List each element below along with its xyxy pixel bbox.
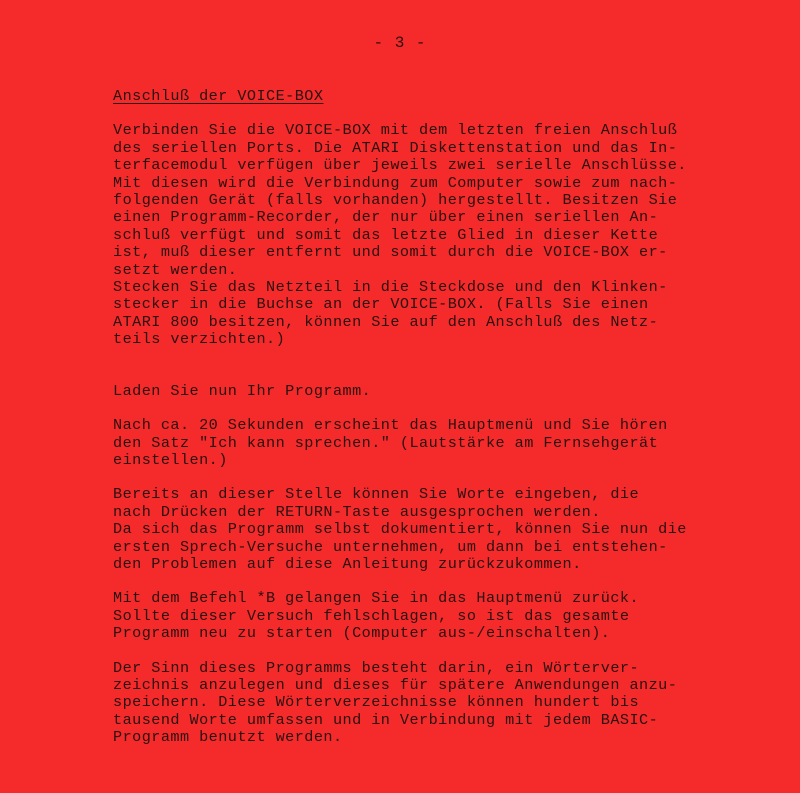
text-line: ersten Sprech-Versuche unternehmen, um dann bei entstehen- [113, 537, 668, 556]
text-line: Nach ca. 20 Sekunden erscheint das Hauptmenü und Sie hören [113, 416, 668, 435]
section-heading: Anschluß der VOICE-BOX [113, 87, 324, 105]
text-line: ist, muß dieser entfernt und somit durch die VOICE-BOX er- [113, 243, 668, 262]
text-line: teils verzichten.) [113, 330, 286, 349]
text-line: speichern. Diese Wörterverzeichnisse können hundert bis [113, 693, 640, 712]
text-line: zeichnis anzulegen und dieses für spätere Anwendungen anzu- [113, 675, 678, 694]
page-number: - 3 - [373, 34, 427, 52]
text-line: den Problemen auf diese Anleitung zurückzukommen. [113, 554, 582, 573]
text-line: Da sich das Programm selbst dokumentiert, können Sie nun die [113, 520, 687, 539]
text-line: tausend Worte umfassen und in Verbindung mit jedem BASIC- [113, 710, 659, 729]
paragraph-load-program [113, 383, 753, 400]
text-line: Mit dem Befehl *B gelangen Sie in das Hauptmenü zurück. [113, 589, 640, 608]
paragraph-main-menu [113, 417, 753, 469]
text-line: Laden Sie nun Ihr Programm. [113, 381, 372, 400]
text-line: Der Sinn dieses Programms besteht darin, ein Wörterver- [113, 658, 640, 677]
text-line: Programm neu zu starten (Computer aus-/einschalten). [113, 624, 611, 643]
text-line: terfacemodul verfügen über jeweils zwei serielle Anschlüsse. [113, 156, 687, 175]
text-line: Mit diesen wird die Verbindung zum Computer sowie zum nach- [113, 173, 678, 192]
text-line: stecker in die Buchse an der VOICE-BOX. (Falls Sie einen [113, 295, 649, 314]
text-line: einstellen.) [113, 450, 228, 469]
text-line: den Satz "Ich kann sprechen." (Lautstärke am Fernsehgerät [113, 433, 659, 452]
text-line: des seriellen Ports. Die ATARI Diskettenstation und das In- [113, 138, 678, 157]
text-line: Programm benutzt werden. [113, 728, 343, 747]
text-line: schluß verfügt und somit das letzte Glied in dieser Kette [113, 225, 659, 244]
text-line: folgenden Gerät (falls vorhanden) hergestellt. Besitzen Sie [113, 191, 678, 210]
text-line: setzt werden. [113, 260, 238, 279]
paragraph-command-b [113, 590, 753, 642]
text-line: Verbinden Sie die VOICE-BOX mit dem letzten freien Anschluß [113, 121, 678, 140]
text-line: einen Programm-Recorder, der nur über einen seriellen An- [113, 208, 659, 227]
paragraph-enter-words [113, 486, 753, 573]
text-line: Bereits an dieser Stelle können Sie Worte eingeben, die [113, 485, 640, 504]
text-line: Stecken Sie das Netzteil in die Steckdose und den Klinken- [113, 278, 668, 297]
text-line: ATARI 800 besitzen, können Sie auf den Anschluß des Netz- [113, 312, 659, 331]
page-content [113, 88, 753, 747]
text-line: nach Drücken der RETURN-Taste ausgesprochen werden. [113, 502, 601, 521]
text-line: Sollte dieser Versuch fehlschlagen, so ist das gesamte [113, 606, 630, 625]
paragraph-connection [113, 122, 753, 348]
paragraph-purpose [113, 660, 753, 747]
